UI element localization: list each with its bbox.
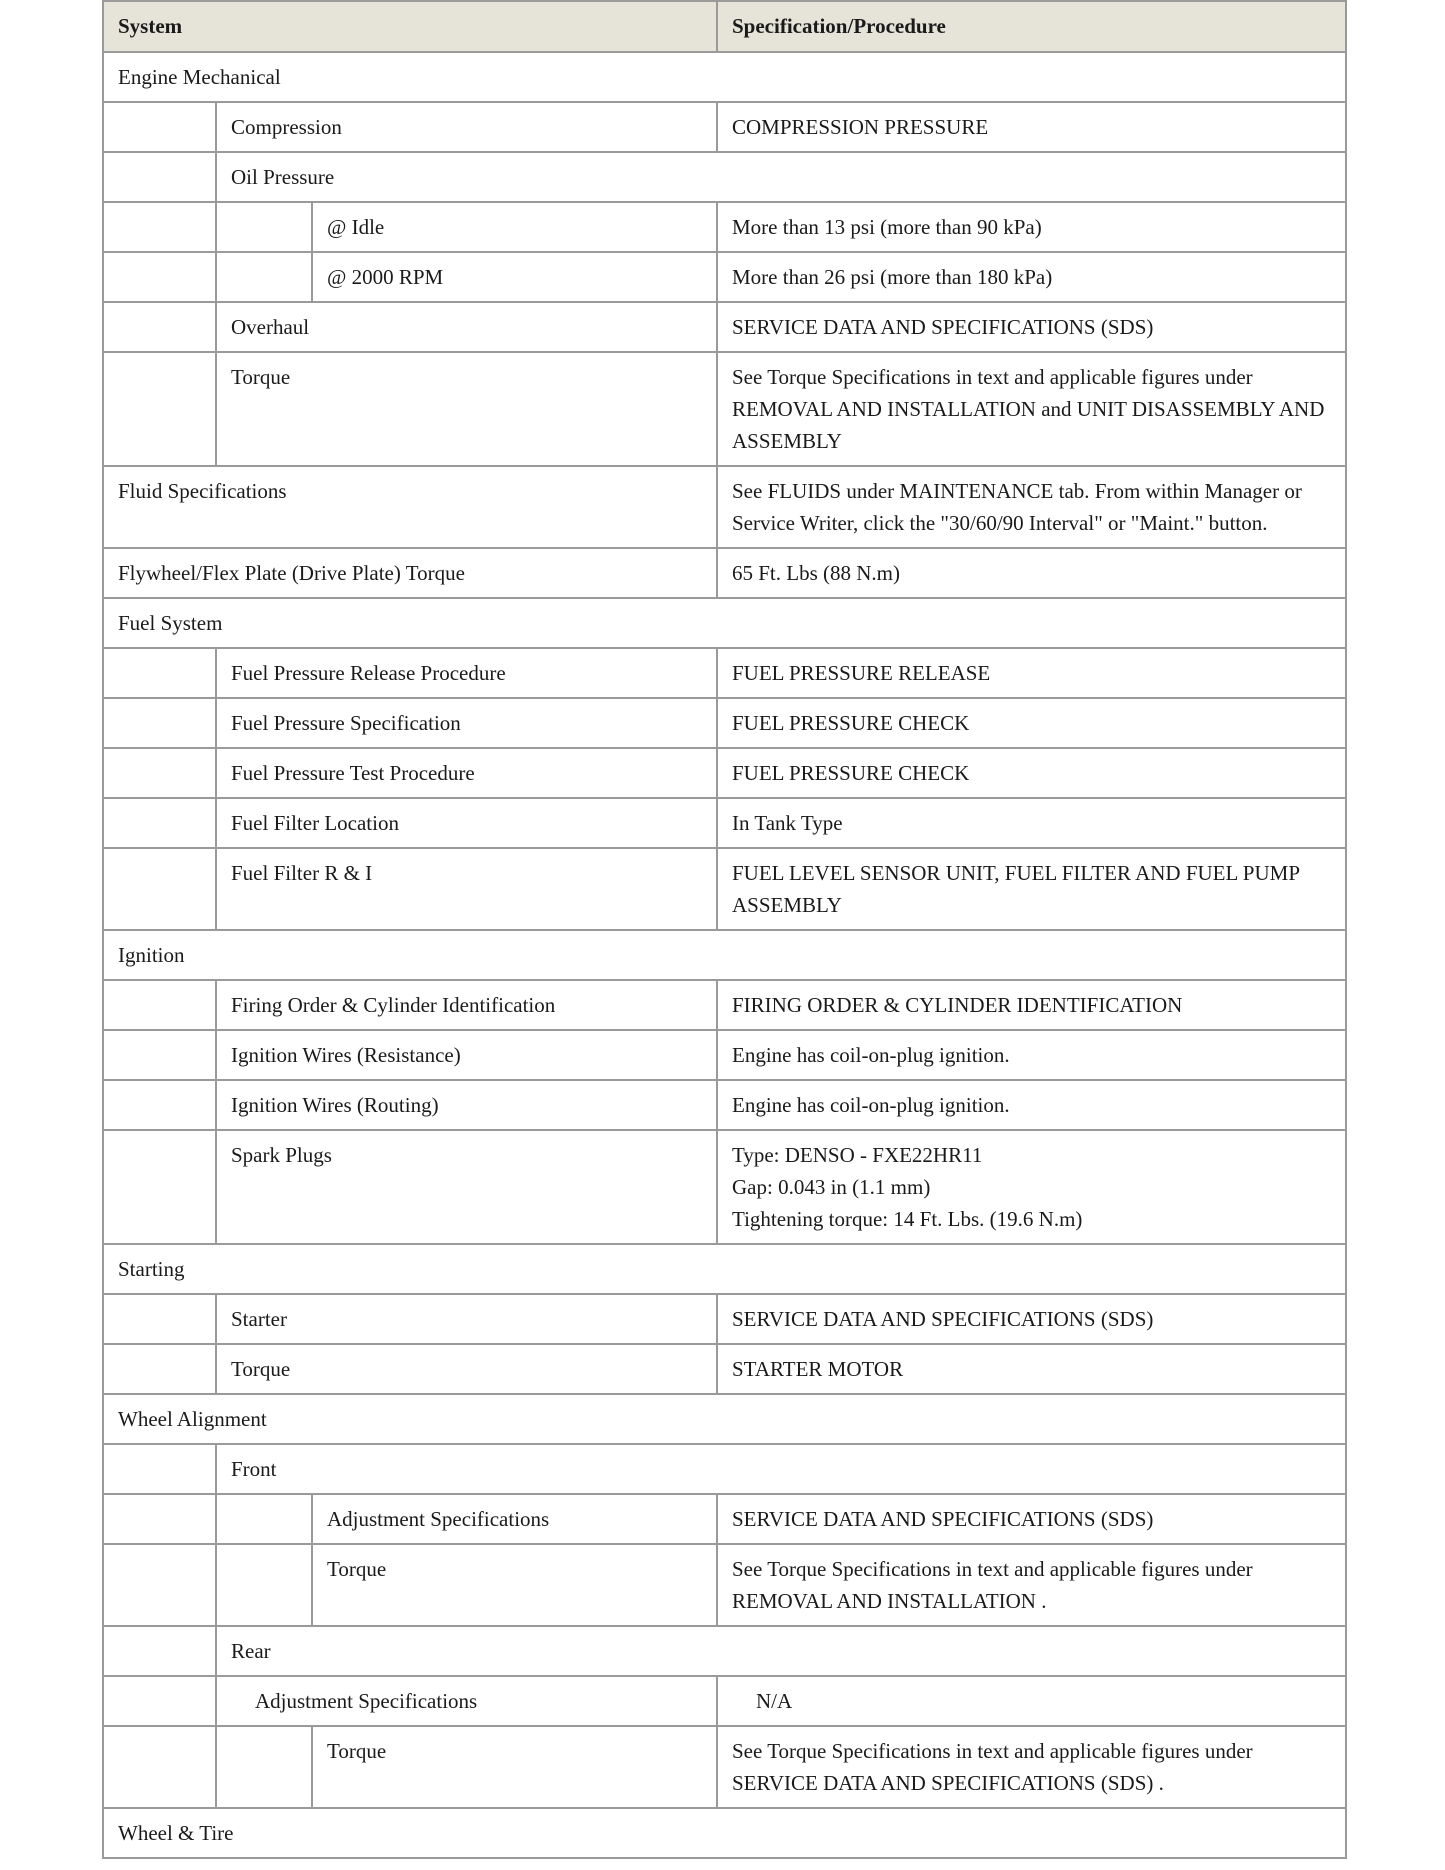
specification-value: Engine has coil-on-plug ignition. [717,1080,1346,1130]
table-row [103,466,1346,548]
indent-cell [103,748,216,798]
specification-value: SERVICE DATA AND SPECIFICATIONS (SDS) [717,302,1346,352]
system-label: Compression [216,102,717,152]
table-row [103,1444,1346,1494]
system-label: Fuel Pressure Test Procedure [216,748,717,798]
indent-cell [103,798,216,848]
indent-cell [216,1494,312,1544]
indent-cell [103,698,216,748]
system-label: Fuel Filter R & I [216,848,717,930]
table-row [103,102,1346,152]
indent-cell [103,1726,216,1808]
table-row [103,1494,1346,1544]
specification-value [717,1130,1346,1244]
system-label: Adjustment Specifications [312,1494,717,1544]
specification-value: FIRING ORDER & CYLINDER IDENTIFICATION [717,980,1346,1030]
system-label: Torque [216,1344,717,1394]
section-row [103,1394,1346,1444]
indent-cell [103,152,216,202]
system-label: Ignition Wires (Routing) [216,1080,717,1130]
indent-cell [103,1626,216,1676]
indent-cell [103,1444,216,1494]
section-title: Wheel & Tire [103,1808,1346,1858]
specification-value: More than 13 psi (more than 90 kPa) [717,202,1346,252]
indent-cell [103,1294,216,1344]
table-row [103,1344,1346,1394]
table-row [103,1676,1346,1726]
indent-cell [103,1494,216,1544]
table-row [103,302,1346,352]
specification-value: N/A [717,1676,1346,1726]
specification-value: FUEL PRESSURE CHECK [717,748,1346,798]
table-row [103,798,1346,848]
system-label: Starter [216,1294,717,1344]
section-row [103,1244,1346,1294]
specification-line: Tightening torque: 14 Ft. Lbs. (19.6 N.m) [732,1207,1083,1231]
table-row [103,698,1346,748]
indent-cell [103,102,216,152]
system-label: Firing Order & Cylinder Identification [216,980,717,1030]
indent-cell [103,1080,216,1130]
specification-value: See Torque Specifications in text and applicable figures under REMOVAL AND INSTALLATION and UNIT DISASSEMBLY AND ASSEMBLY [717,352,1346,466]
table-row [103,1294,1346,1344]
section-row [103,930,1346,980]
table-row [103,648,1346,698]
specification-value: See FLUIDS under MAINTENANCE tab. From within Manager or Service Writer, click the "30/60/90 Interval" or "Maint." button. [717,466,1346,548]
indent-cell [103,1030,216,1080]
specification-value: Engine has coil-on-plug ignition. [717,1030,1346,1080]
system-label: Torque [312,1544,717,1626]
table-row [103,1030,1346,1080]
table-body [103,52,1346,1858]
header-specification: Specification/Procedure [717,1,1346,52]
system-label: Oil Pressure [216,152,1346,202]
system-label: @ 2000 RPM [312,252,717,302]
indent-cell [103,1344,216,1394]
specification-value: FUEL PRESSURE CHECK [717,698,1346,748]
system-label: Ignition Wires (Resistance) [216,1030,717,1080]
system-label: Fluid Specifications [103,466,717,548]
table-row [103,202,1346,252]
section-title: Wheel Alignment [103,1394,1346,1444]
system-label: Fuel Pressure Specification [216,698,717,748]
section-title: Engine Mechanical [103,52,1346,102]
system-label: Spark Plugs [216,1130,717,1244]
system-label: Torque [216,352,717,466]
specification-line: Type: DENSO - FXE22HR11 [732,1143,983,1167]
indent-cell [103,252,216,302]
header-system: System [103,1,717,52]
specification-value: See Torque Specifications in text and applicable figures under REMOVAL AND INSTALLATION . [717,1544,1346,1626]
table-row [103,548,1346,598]
section-row [103,598,1346,648]
table-row [103,748,1346,798]
indent-cell [103,980,216,1030]
specification-value: SERVICE DATA AND SPECIFICATIONS (SDS) [717,1494,1346,1544]
specification-value: More than 26 psi (more than 180 kPa) [717,252,1346,302]
section-title: Ignition [103,930,1346,980]
system-label: Adjustment Specifications [216,1676,717,1726]
table-row [103,1130,1346,1244]
table-row [103,152,1346,202]
specification-line: Gap: 0.043 in (1.1 mm) [732,1175,931,1199]
table-row [103,980,1346,1030]
table-row [103,1726,1346,1808]
system-label: Flywheel/Flex Plate (Drive Plate) Torque [103,548,717,598]
table-row [103,1080,1346,1130]
indent-cell [103,202,216,252]
specification-value: SERVICE DATA AND SPECIFICATIONS (SDS) [717,1294,1346,1344]
system-label: Fuel Filter Location [216,798,717,848]
section-title: Starting [103,1244,1346,1294]
specification-value: See Torque Specifications in text and applicable figures under SERVICE DATA AND SPECIFICATIONS (SDS) . [717,1726,1346,1808]
specification-value: COMPRESSION PRESSURE [717,102,1346,152]
indent-cell [216,1544,312,1626]
indent-cell [216,1726,312,1808]
indent-cell [103,1130,216,1244]
indent-cell [103,352,216,466]
table-row [103,352,1346,466]
system-label: @ Idle [312,202,717,252]
specification-value: In Tank Type [717,798,1346,848]
section-row [103,52,1346,102]
specification-value: STARTER MOTOR [717,1344,1346,1394]
section-row [103,1808,1346,1858]
indent-cell [103,848,216,930]
indent-cell [103,1544,216,1626]
indent-cell [103,1676,216,1726]
table-row [103,1544,1346,1626]
system-label: Overhaul [216,302,717,352]
indent-cell [216,252,312,302]
specification-value: FUEL PRESSURE RELEASE [717,648,1346,698]
header-row [103,1,1346,52]
specification-value: 65 Ft. Lbs (88 N.m) [717,548,1346,598]
table-row [103,252,1346,302]
system-label: Fuel Pressure Release Procedure [216,648,717,698]
indent-cell [103,648,216,698]
section-title: Fuel System [103,598,1346,648]
specification-table [102,0,1347,1859]
table-header [103,1,1346,52]
system-label: Rear [216,1626,1346,1676]
system-label: Front [216,1444,1346,1494]
system-label: Torque [312,1726,717,1808]
indent-cell [216,202,312,252]
specification-value: FUEL LEVEL SENSOR UNIT, FUEL FILTER AND FUEL PUMP ASSEMBLY [717,848,1346,930]
indent-cell [103,302,216,352]
table-row [103,848,1346,930]
table-row [103,1626,1346,1676]
